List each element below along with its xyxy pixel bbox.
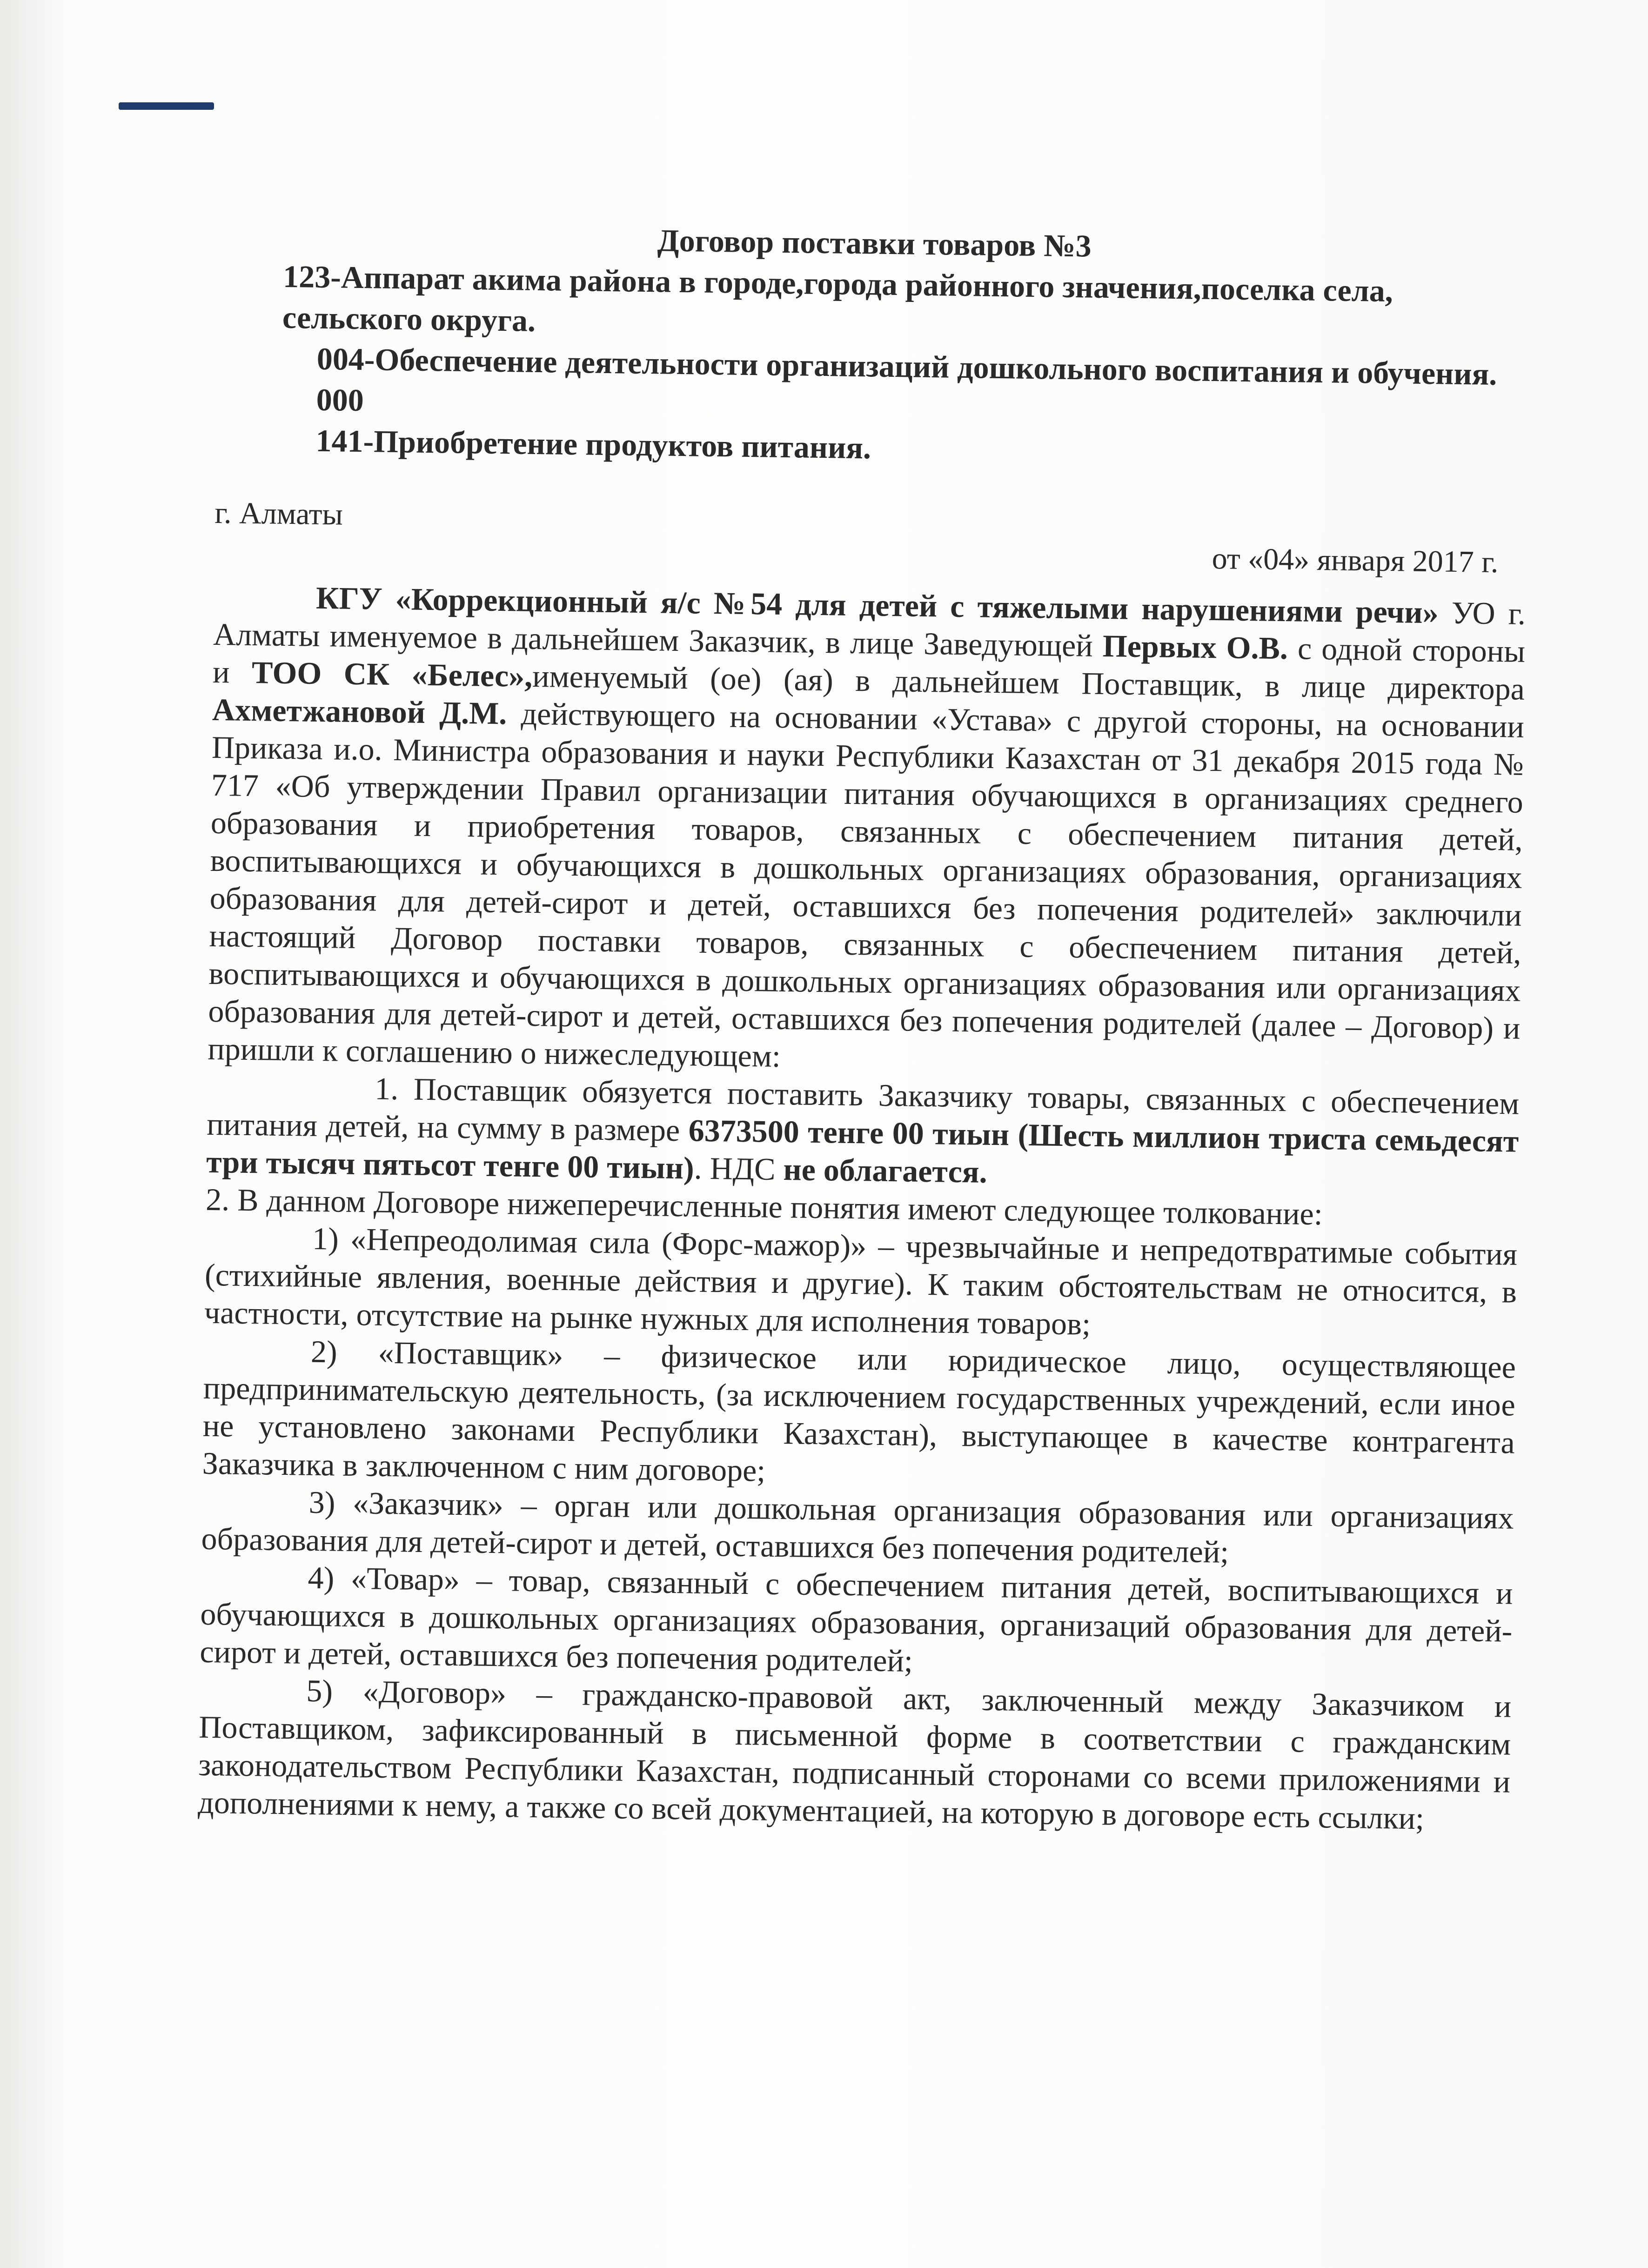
definition-3: 3) «Заказчик» – орган или дошкольная организация образования или организациях образования для детей-сирот и детей, оставшихся без попечения родителей; <box>201 1484 1514 1570</box>
preamble-text-1: УО г. Алматы именуемое в дальнейшем Заказчик, в лице Заведующей <box>213 595 1526 663</box>
contract-title: Договор поставки товаров №3 <box>657 222 1092 264</box>
contract-document <box>198 214 1531 1839</box>
definition-1: 1) «Непреодолимая сила (Форс-мажор)» – чрезвычайные и непредотвратимые события (стихийные явления, военные действия и другие). К таким обстоятельствам не относится, в частности, отсутствие на рынке нужных для исполнения товаров; <box>204 1220 1518 1342</box>
vat-status: не облагается. <box>783 1151 988 1190</box>
clause-2: 2. В данном Договоре нижеперечисленные понятия имеют следующее толкование: <box>205 1181 1323 1232</box>
budget-line-141: 141-Приобретение продуктов питания. <box>315 422 871 466</box>
supplier-org: ТОО СК «Белес», <box>251 655 533 694</box>
definition-2: 2) «Поставщик» – физическое или юридическое лицо, осуществляющее предпринимательскую деятельность, (за исключением государственных учреждений, если иное не установлено законами Республики Казахстан), выступающее в качестве контрагента Заказчика в заключенном с ним договоре; <box>202 1333 1516 1488</box>
preamble-text-2: с одной стороны и <box>212 630 1526 690</box>
definition-5: 5) «Договор» – гражданско-правовой акт, заключенный между Заказчиком и Поставщиком, зафиксированный в письменной форме в соответствии с гражданским законодательством Республики Казахстан, подписанный сторонами со всеми приложениями и дополнениями к нему, а также со всей документацией, на которую в договоре есть ссылки; <box>197 1673 1512 1836</box>
city: г. Алматы <box>214 495 343 532</box>
definition-4: 4) «Товар» – товар, связанный с обеспечением питания детей, воспитывающихся и обучающихся в дошкольных организациях образования, организаций образования для детей-сирот и детей, оставшихся без попечения родителей; <box>200 1559 1513 1679</box>
scan-edge-mark <box>119 102 214 110</box>
budget-line-123: 123-Аппарат акима района в городе,города районного значения,поселка села, сельского округа. <box>282 258 1393 338</box>
preamble <box>208 578 1526 1085</box>
clause-1 <box>206 1068 1520 1198</box>
clause-1-text: 1. Поставщик обязуется поставить Заказчику товары, связанных с обеспечением питания детей, на сумму в размере <box>206 1070 1520 1148</box>
customer-head-name: Первых О.В. <box>1102 628 1288 666</box>
budget-line-000: 000 <box>316 381 364 418</box>
clause-1-text-2: . НДС <box>694 1150 784 1187</box>
budget-line-004: 004-Обеспечение деятельности организаций дошкольного воспитания и обучения. <box>316 341 1497 392</box>
contract-date: от «04» января 2017 г. <box>1212 542 1499 580</box>
preamble-text-3: именуемый (ое) (ая) в дальнейшем Поставщик, в лице директора <box>532 658 1525 707</box>
supplier-director-name: Ахметжановой Д.М. <box>212 691 507 731</box>
preamble-text-4: действующего на основании «Устава» с другой стороны, на основании Приказа и.о. Министра образования и науки Республики Казахстан от 31 декабря 2015 года № 717 «Об утверждении Правил организации питания обучающихся в организациях среднего образования и приобретения товаров, связанных с обеспечением питания детей, воспитывающихся и обучающихся в дошкольных организациях образования, организациях образования для детей-сирот и детей, оставшихся без попечения родителей» заключили настоящий Договор поставки товаров, связанных с обеспечением питания детей, воспитывающихся и обучающихся в дошкольных организациях образования или организациях образования для детей-сирот и детей, оставшихся без попечения родителей (далее – Договор) и пришли к соглашению о нижеследующем: <box>208 696 1525 1074</box>
contract-amount: 6373500 тенге 00 тиын (Шесть миллион триста семьдесят три тысяч пятьсот тенге 00 тиын) <box>206 1112 1519 1186</box>
customer-org: КГУ «Коррекционный я/с №54 для детей с тяжелыми нарушениями речи» <box>315 580 1439 630</box>
